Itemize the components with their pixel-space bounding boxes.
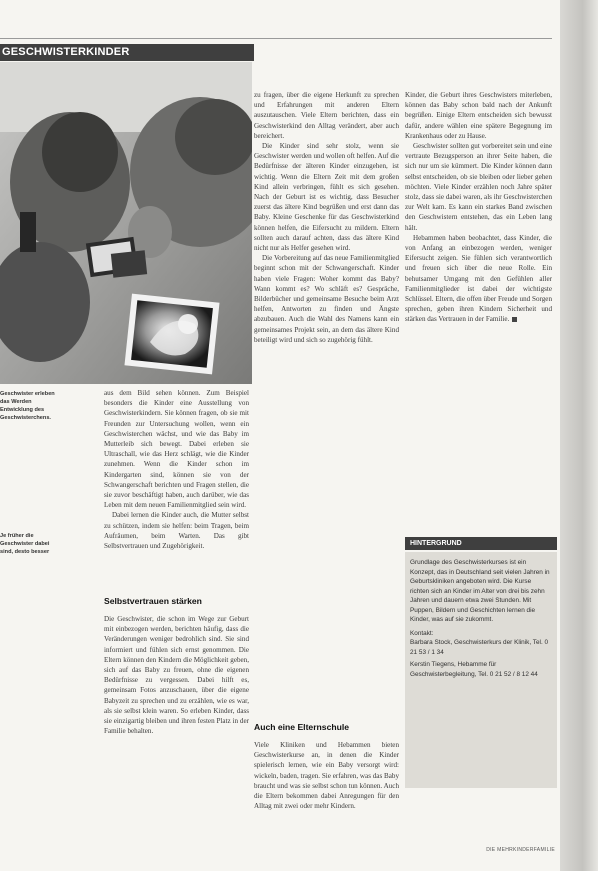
- subheading-selbstvertrauen: Selbstvertrauen stärken: [104, 596, 202, 606]
- column-2-lower: Viele Kliniken und Hebammen bieten Geschwisterkurse an, in denen die Kinder spielerisch lernen, wie ein Baby versorgt wird: wickeln, baden, tragen. Sie erfahren, was das Baby braucht und was sie selbst schon tun können. Auch die Eltern bekommen dabei Anregungen für den Alltag mit zwei oder mehr Kindern.: [254, 741, 399, 811]
- photo-caption-bottom: Je früher die Geschwister dabei sind, desto besser: [0, 533, 50, 555]
- column-1-lower: Die Geschwister, die schon im Wege zur Geburt mit einbezogen werden, berichten häufig, dass die Veränderungen weniger bedrohlich sind. Sie sind informiert und fühlen sich ernst genommen. Die Eltern können den Kindern die Möglichkeit geben, sich auf das Baby zu freuen, ohne die eigenen Bedürfnisse zu vergessen. Dabei hilft es, gemeinsam Fotos anzuschauen, über die eigene Babyzeit zu sprechen und zu erzählen, wie es war, als sie selbst klein waren. So erleben Kinder, dass sie einzigartig bleiben und ihren festen Platz in der Familie behalten.: [104, 615, 249, 736]
- page-footer: DIE MEHRKINDERFAMILIE: [486, 847, 555, 853]
- background-info-box: Grundlage des Geschwisterkurses ist ein Konzept, das in Deutschland seit vielen Jahren in Geburtskliniken angeboten wird. Die Kurse richten sich an Kinder im Alter von drei bis zehn Jahren und dauern etwa zwei Stunden. Mit Puppen, Bildern und Geschichten lernen die Kinder, was auf sie zukommt. Kontakt: Barbara Stock, Geschwisterkurs der Klinik, Tel. 0 21 53 / 1 34 Kerstin Tiegens, Hebamme für Geschwisterbegleitung, Tel. 0 21 52 / 8 12 44: [405, 552, 557, 788]
- article-end-mark: [512, 317, 517, 322]
- subheading-elternschule: Auch eine Elternschule: [254, 722, 350, 732]
- family-photo: [0, 62, 252, 384]
- background-box-title: HINTERGRUND: [405, 537, 557, 550]
- page-spine-shadow: [560, 0, 598, 871]
- section-header: GESCHWISTERKINDER: [0, 44, 254, 61]
- photo-caption-top: Geschwister erleben das Werden Entwicklung des Geschwisterchens.: [0, 391, 55, 421]
- top-rule: [0, 38, 552, 39]
- column-1-upper: aus dem Bild sehen können. Zum Beispiel besonders die Kinder eine Ausstellung von Geschwisterkindern. Sie können fragen, ob sie mit Freunden zur Untersuchung wollen, wenn ein Geschwisterchen wächst, und wie das Baby im Mutterleib sich bewegt. Dabei erleben sie Ultraschall, wie das Herz schlägt, wie die Kinder zunehmen. Wenn die Kinder schon im Kindergarten sind, können sie von der Schwangerschaft berichten und Fragen stellen, die sie zuvor beschäftigt haben, auch darüber, wie das Leben mit dem neuen Familienmitglied sein wird. Dabei lernen die Kinder auch, die Mutter selbst zu schützen, indem sie helfen: beim Tragen, beim Aufräumen, beim Warten. Das gibt Selbstvertrauen und Zugehörigkeit.: [104, 389, 249, 551]
- column-2-upper: zu fragen, über die eigene Herkunft zu sprechen und Erfahrungen mit anderen Eltern auszutauschen. Viele Eltern berichten, dass ein Geschwisterkind den Alltag verändert, aber auch bereichert. Die Kinder sind sehr stolz, wenn sie Geschwister werden und wollen oft helfen. Auf die Bedürfnisse der älteren Kinder einzugehen, ist wichtig. Wenn die Eltern Zeit mit dem großen Kind allein verbringen, fühlt es sich gesehen. Nach der Geburt ist es wichtig, dass Besucher zuerst das ältere Kind begrüßen und erst dann das Baby. Kleine Geschenke für das Geschwisterkind können helfen, die Eifersucht zu mildern. Eltern sollten auch darauf achten, dass das ältere Kind nicht nur als Helfer gesehen wird. Die Vorbereitung auf das neue Familienmitglied beginnt schon mit der Schwangerschaft. Kinder haben viele Fragen: Woher kommt das Baby? Wann kommt es? Wo schläft es? Gespräche, Bilderbücher und gemeinsame Besuche beim Arzt helfen, Antworten zu finden und Ängste abzubauen. Auch die Wahl des Namens kann ein gemeinsames Projekt sein, an dem das ältere Kind beteiligt wird und sich so zugehörig fühlt.: [254, 91, 399, 344]
- photo-illustration: [0, 62, 252, 384]
- column-3: Kinder, die Geburt ihres Geschwisters miterleben, können das Baby schon bald nach der Ankunft begrüßen. Einige Eltern entscheiden sich bewusst dafür, andere wählen eine spätere Begegnung im Krankenhaus oder zu Hause. Geschwister sollten gut vorbereitet sein und eine vertraute Bezugsperson an ihrer Seite haben, die sich nur um sie kümmert. Die Kinder können dann selbst entscheiden, ob sie bleiben oder lieber gehen möchten. Viele Kinder erzählen noch Jahre später stolz, dass sie dabei waren, als ihr Geschwisterchen zur Welt kam. Es kann ein starkes Band zwischen den Geschwistern entstehen, das ein Leben lang hält. Hebammen haben beobachtet, dass Kinder, die von Anfang an einbezogen werden, weniger Eifersucht zeigen. Sie fühlen sich verantwortlich und freuen sich über die neue Rolle. Ein behutsamer Umgang mit den Gefühlen aller Familienmitglieder ist dabei der wichtigste Schlüssel. Eltern, die offen über Freude und Sorgen sprechen, geben ihren Kindern Sicherheit und stärken das Vertrauen in der Familie.: [405, 91, 552, 324]
